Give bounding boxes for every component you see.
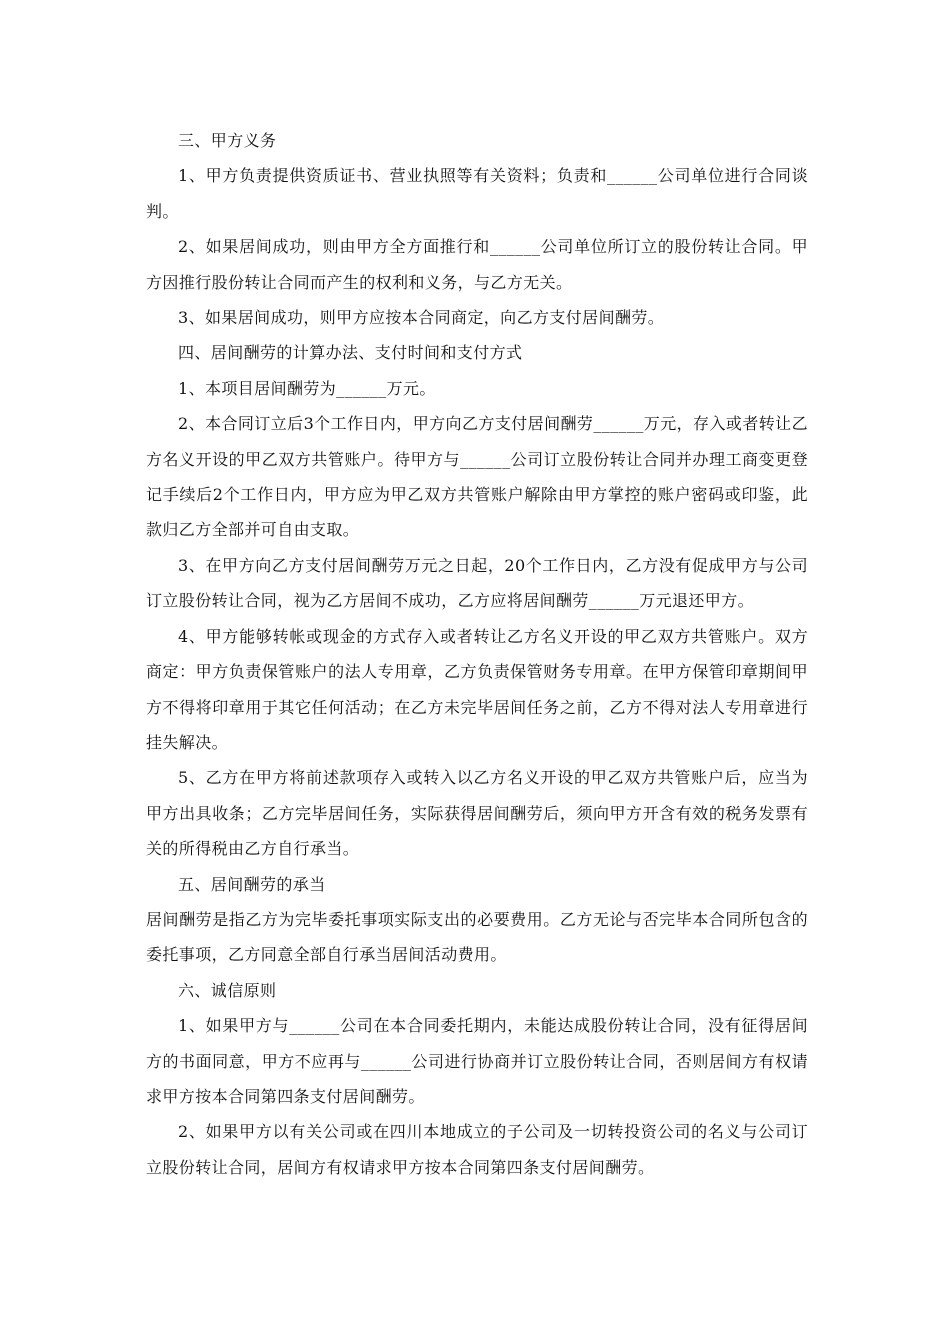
clause-3-2: 2、如果居间成功，则由甲方全方面推行和______公司单位所订立的股份转让合同。甲方因推行股份转让合同而产生的权利和义务，与乙方无关。: [146, 237, 808, 292]
clause-3-3: 3、如果居间成功，则甲方应按本合同商定，向乙方支付居间酬劳。: [178, 308, 665, 328]
contract-body: [146, 123, 808, 1185]
clause-6-1: 1、如果甲方与______公司在本合同委托期内，未能达成股份转让合同，没有征得居间方的书面同意，甲方不应再与______公司进行协商并订立股份转让合同，否则居间方有权请求甲方按本合同第四条支付居间酬劳。: [146, 1016, 808, 1106]
clause-4-2: 2、本合同订立后3个工作日内，甲方向乙方支付居间酬劳______万元，存入或者转让乙方名义开设的甲乙双方共管账户。待甲方与______公司订立股份转让合同并办理工商变更登记手续后2个工作日内，甲方应为甲乙双方共管账户解除由甲方掌控的账户密码或印鉴，此款归乙方全部并可自由支取。: [146, 414, 808, 540]
clause-5-body: 居间酬劳是指乙方为完毕委托事项实际支出的必要费用。乙方无论与否完毕本合同所包含的委托事项，乙方同意全部自行承当居间活动费用。: [146, 909, 808, 965]
clause-4-4: 4、甲方能够转帐或现金的方式存入或者转让乙方名义开设的甲乙双方共管账户。双方商定：甲方负责保管账户的法人专用章，乙方负责保管财务专用章。在甲方保管印章期间甲方不得将印章用于其它任何活动；在乙方未完毕居间任务之前，乙方不得对法人专用章进行挂失解决。: [146, 626, 808, 752]
clause-4-3: 3、在甲方向乙方支付居间酬劳万元之日起，20个工作日内，乙方没有促成甲方与公司订立股份转让合同，视为乙方居间不成功，乙方应将居间酬劳______万元退还甲方。: [146, 555, 808, 611]
clause-4-1: 1、本项目居间酬劳为______万元。: [178, 378, 436, 398]
section-heading-party-a-obligations: 三、甲方义务: [178, 131, 277, 150]
clause-3-1: 1、甲方负责提供资质证书、营业执照等有关资料；负责和______公司单位进行合同谈判。: [146, 166, 808, 221]
clause-6-2: 2、如果甲方以有关公司或在四川本地成立的子公司及一切转投资公司的名义与公司订立股份转让合同，居间方有权请求甲方按本合同第四条支付居间酬劳。: [146, 1122, 808, 1177]
section-heading-commission-bearing: 五、居间酬劳的承当: [178, 874, 326, 894]
section-heading-commission-calculation: 四、居间酬劳的计算办法、支付时间和支付方式: [178, 343, 523, 363]
section-heading-good-faith: 六、诚信原则: [178, 980, 277, 1000]
clause-4-5: 5、乙方在甲方将前述款项存入或转入以乙方名义开设的甲乙双方共管账户后，应当为甲方出具收条；乙方完毕居间任务，实际获得居间酬劳后，须向甲方开含有效的税务发票有关的所得税由乙方自行承当。: [146, 768, 808, 859]
